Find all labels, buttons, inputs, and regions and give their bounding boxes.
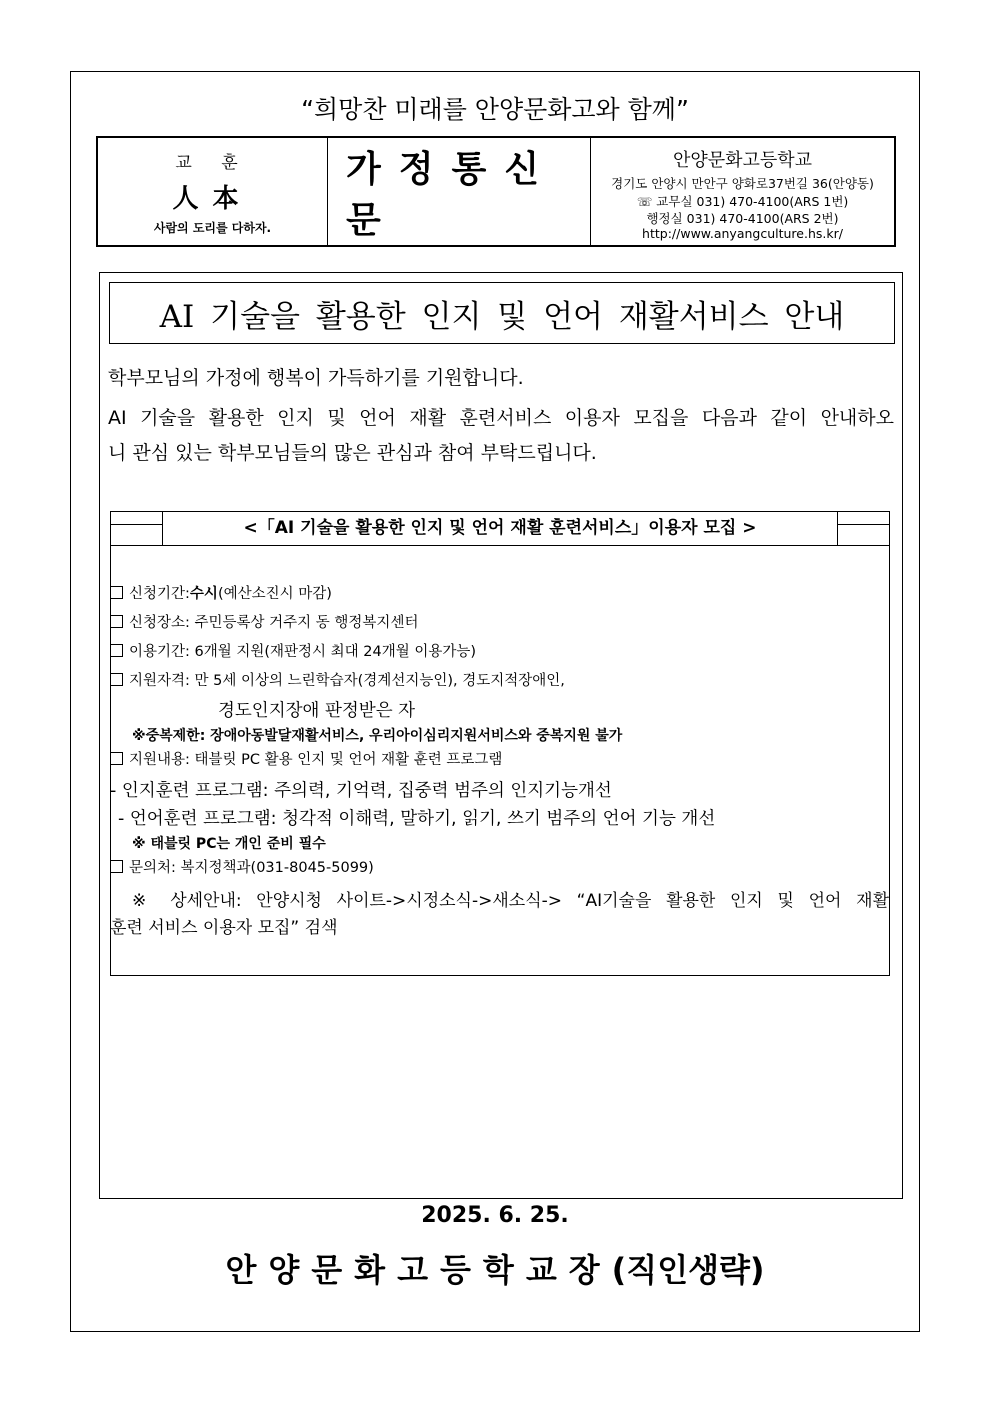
period-label: 신청기간: — [129, 586, 190, 602]
school-name: 안양문화고등학교 — [672, 150, 813, 171]
heading-left-cell — [110, 511, 163, 545]
contact-text: 문의처: 복지정책과(031-8045-5099) — [129, 860, 374, 876]
motto-label: 교 훈 — [175, 153, 250, 173]
item-duration — [110, 640, 476, 661]
checkbox-square-icon — [110, 644, 123, 657]
duration-text: 이용기간: 6개월 지원(재판정시 최대 24개월 이용가능) — [129, 644, 477, 660]
slogan: “희망찬 미래를 안양문화고와 함께” — [301, 95, 689, 124]
doc-title: AI 기술을 활용한 인지 및 언어 재활서비스 안내 — [159, 298, 845, 335]
checkbox-square-icon — [110, 615, 123, 628]
issue-date: 2025. 6. 25. — [421, 1203, 569, 1228]
school-website[interactable]: http://www.anyangculture.hs.kr/ — [642, 226, 843, 241]
newsletter-title: 가정통신문 — [346, 148, 558, 241]
checkbox-square-icon — [110, 752, 123, 765]
phone-office: ☏ 교무실 031) 470-4100(ARS 1번) — [636, 194, 849, 209]
checkbox-square-icon — [110, 860, 123, 873]
content-text: 지원내용: 태블릿 PC 활용 인지 및 언어 재활 훈련 프로그램 — [129, 752, 503, 768]
item-period — [110, 582, 332, 603]
header-table — [96, 136, 896, 247]
eligibility-continued: 경도인지장애 판정받은 자 — [218, 701, 416, 721]
doc-title-box — [109, 282, 895, 344]
school-info-cell — [591, 138, 894, 245]
tablet-note: ※ 태블릿 PC는 개인 준비 필수 — [132, 836, 326, 852]
motto-cell — [98, 138, 328, 245]
program-language: - 언어훈련 프로그램: 청각적 이해력, 말하기, 읽기, 쓰기 범주의 언어 기능 개선 — [118, 809, 716, 829]
item-contact — [110, 856, 374, 877]
signature-name: 안양문화고등학교장 — [225, 1251, 612, 1289]
item-content — [110, 748, 502, 769]
program-cognitive: - 인지훈련 프로그램: 주의력, 기억력, 집중력 범주의 인지기능개선 — [110, 781, 612, 801]
period-note: (예산소진시 마감) — [217, 586, 332, 602]
item-place — [110, 611, 418, 632]
greeting: 학부모님의 가정에 행복이 가득하기를 기원합니다. — [108, 367, 524, 389]
signature-suffix: (직인생략) — [611, 1251, 765, 1289]
intro-line-1: AI 기술을 활용한 인지 및 언어 재활 훈련서비스 이용자 모집을 다음과 같이 안내하오 — [108, 407, 894, 429]
detail-line-2: 훈련 서비스 이용자 모집” 검색 — [110, 918, 338, 938]
principal-signature — [70, 1245, 920, 1291]
detail-line-1: ※ 상세안내: 안양시청 사이트->시정소식->새소식-> “AI기술을 활용한 인지 및 언어 재활 — [132, 891, 889, 911]
duplicate-note: ※중복제한: 장애아동발달재활서비스, 우리아이심리지원서비스와 중복지원 불가 — [132, 728, 623, 744]
motto-sub: 사람의 도리를 다하자. — [153, 221, 272, 235]
checkbox-square-icon — [110, 673, 123, 686]
phone-admin: 행정실 031) 470-4100(ARS 2번) — [646, 211, 839, 226]
intro-line-2: 니 관심 있는 학부모님들의 많은 관심과 참여 부탁드립니다. — [108, 442, 597, 464]
item-eligibility — [110, 669, 565, 690]
title-cell — [328, 138, 591, 245]
school-address: 경기도 안양시 만안구 양화로37번길 36(안양동) — [611, 176, 874, 191]
period-value: 수시 — [189, 586, 218, 602]
place-text: 신청장소: 주민등록상 거주지 동 행정복지센터 — [129, 615, 419, 631]
recruit-heading-row — [110, 511, 890, 546]
recruit-heading: <「AI 기술을 활용한 인지 및 언어 재활 훈련서비스」이용자 모집 > — [243, 518, 757, 538]
checkbox-square-icon — [110, 586, 123, 599]
heading-right-cell — [837, 511, 890, 545]
eligibility-text: 지원자격: 만 5세 이상의 느린학습자(경계선지능인), 경도지적장애인, — [129, 673, 565, 689]
motto-main: 人本 — [172, 184, 253, 214]
